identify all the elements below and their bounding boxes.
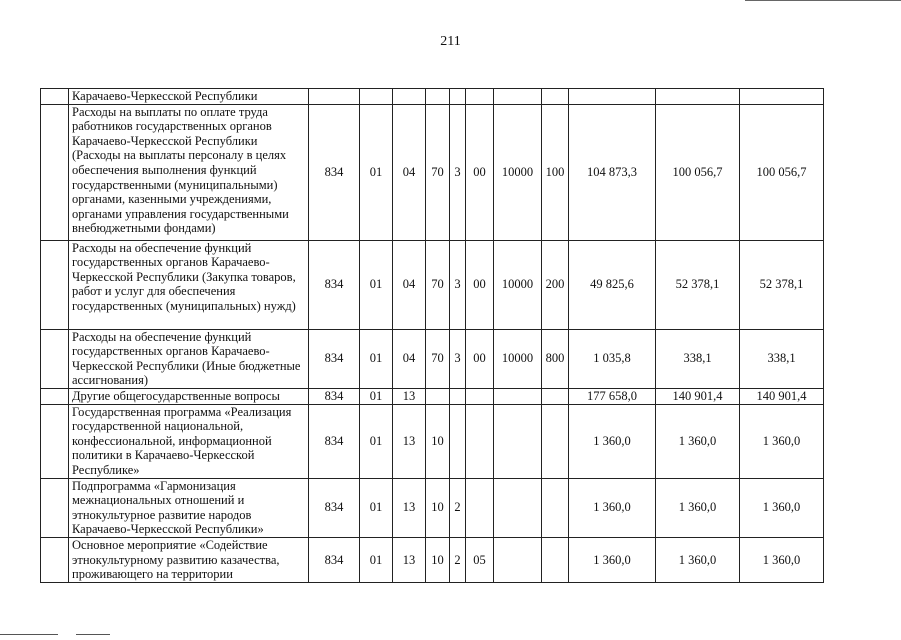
section-code-cell: 01 xyxy=(360,329,393,388)
amount-1-cell: 1 360,0 xyxy=(569,537,656,582)
amount-3-cell: 100 056,7 xyxy=(740,104,824,240)
program-code-cell: 70 xyxy=(426,240,450,329)
subsection-code-cell: 13 xyxy=(393,404,426,478)
subsection-code-cell: 13 xyxy=(393,388,426,404)
subprogram-code-cell xyxy=(450,388,466,404)
budget-table xyxy=(40,88,824,583)
event-code-cell xyxy=(466,478,494,537)
amount-2-cell: 338,1 xyxy=(656,329,740,388)
direction-code-cell: 10000 xyxy=(494,329,542,388)
row-number-cell xyxy=(41,404,69,478)
row-number-cell xyxy=(41,329,69,388)
page-number: 211 xyxy=(440,34,461,49)
row-number-cell xyxy=(41,478,69,537)
direction-code-cell xyxy=(494,89,542,105)
subprogram-code-cell: 3 xyxy=(450,240,466,329)
table-body xyxy=(41,89,824,583)
ministry-code-cell: 834 xyxy=(309,478,360,537)
section-code-cell: 01 xyxy=(360,388,393,404)
amount-3-cell: 52 378,1 xyxy=(740,240,824,329)
row-number-cell xyxy=(41,240,69,329)
footer-line-left xyxy=(0,634,58,635)
row-number-cell xyxy=(41,537,69,582)
ministry-code-cell: 834 xyxy=(309,388,360,404)
event-code-cell: 05 xyxy=(466,537,494,582)
event-code-cell: 00 xyxy=(466,240,494,329)
amount-2-cell: 1 360,0 xyxy=(656,478,740,537)
section-code-cell: 01 xyxy=(360,404,393,478)
program-code-cell: 10 xyxy=(426,537,450,582)
amount-1-cell: 177 658,0 xyxy=(569,388,656,404)
amount-1-cell: 1 360,0 xyxy=(569,404,656,478)
section-code-cell: 01 xyxy=(360,478,393,537)
amount-2-cell: 1 360,0 xyxy=(656,404,740,478)
subprogram-code-cell: 3 xyxy=(450,104,466,240)
expense-type-code-cell: 200 xyxy=(542,240,569,329)
item-name-cell: Расходы на выплаты по оплате труда работников государственных органов Карачаево-Черкесской Республики (Расходы на выплаты персоналу в целях обеспечения выполнения функций государственными (муниципальными) органами, казенными учреждениями, органами управления государственными внебюджетными фондами) xyxy=(69,104,309,240)
amount-3-cell: 140 901,4 xyxy=(740,388,824,404)
event-code-cell: 00 xyxy=(466,329,494,388)
program-code-cell: 70 xyxy=(426,329,450,388)
program-code-cell xyxy=(426,388,450,404)
amount-1-cell xyxy=(569,89,656,105)
direction-code-cell: 10000 xyxy=(494,104,542,240)
amount-2-cell: 140 901,4 xyxy=(656,388,740,404)
event-code-cell: 00 xyxy=(466,104,494,240)
program-code-cell: 10 xyxy=(426,404,450,478)
table-row xyxy=(41,537,824,582)
subprogram-code-cell xyxy=(450,89,466,105)
expense-type-code-cell xyxy=(542,537,569,582)
row-number-cell xyxy=(41,104,69,240)
expense-type-code-cell xyxy=(542,404,569,478)
item-name-cell: Карачаево-Черкесской Республики xyxy=(69,89,309,105)
subsection-code-cell: 04 xyxy=(393,240,426,329)
section-code-cell: 01 xyxy=(360,537,393,582)
amount-3-cell: 338,1 xyxy=(740,329,824,388)
expense-type-code-cell xyxy=(542,388,569,404)
amount-1-cell: 1 360,0 xyxy=(569,478,656,537)
amount-3-cell: 1 360,0 xyxy=(740,537,824,582)
ministry-code-cell: 834 xyxy=(309,329,360,388)
ministry-code-cell: 834 xyxy=(309,537,360,582)
amount-1-cell: 104 873,3 xyxy=(569,104,656,240)
direction-code-cell xyxy=(494,404,542,478)
table-row xyxy=(41,478,824,537)
program-code-cell: 10 xyxy=(426,478,450,537)
event-code-cell xyxy=(466,388,494,404)
item-name-cell: Расходы на обеспечение функций государственных органов Карачаево-Черкесской Республики (Закупка товаров, работ и услуг для обеспечения государственных (муниципальных) нужд) xyxy=(69,240,309,329)
table-row xyxy=(41,388,824,404)
expense-type-code-cell: 800 xyxy=(542,329,569,388)
amount-2-cell: 1 360,0 xyxy=(656,537,740,582)
amount-3-cell: 1 360,0 xyxy=(740,478,824,537)
row-number-cell xyxy=(41,89,69,105)
event-code-cell xyxy=(466,404,494,478)
expense-type-code-cell xyxy=(542,89,569,105)
amount-3-cell: 1 360,0 xyxy=(740,404,824,478)
direction-code-cell xyxy=(494,388,542,404)
subprogram-code-cell: 3 xyxy=(450,329,466,388)
amount-2-cell: 52 378,1 xyxy=(656,240,740,329)
amount-1-cell: 1 035,8 xyxy=(569,329,656,388)
ministry-code-cell xyxy=(309,89,360,105)
program-code-cell xyxy=(426,89,450,105)
program-code-cell: 70 xyxy=(426,104,450,240)
subsection-code-cell xyxy=(393,89,426,105)
table-row xyxy=(41,89,824,105)
row-number-cell xyxy=(41,388,69,404)
ministry-code-cell: 834 xyxy=(309,240,360,329)
table-row xyxy=(41,329,824,388)
direction-code-cell xyxy=(494,537,542,582)
subsection-code-cell: 13 xyxy=(393,478,426,537)
table-row xyxy=(41,240,824,329)
subsection-code-cell: 04 xyxy=(393,329,426,388)
item-name-cell: Расходы на обеспечение функций государственных органов Карачаево-Черкесской Республики (Иные бюджетные ассигнования) xyxy=(69,329,309,388)
event-code-cell xyxy=(466,89,494,105)
item-name-cell: Другие общегосударственные вопросы xyxy=(69,388,309,404)
section-code-cell xyxy=(360,89,393,105)
section-code-cell: 01 xyxy=(360,240,393,329)
subprogram-code-cell: 2 xyxy=(450,478,466,537)
table-row xyxy=(41,104,824,240)
expense-type-code-cell: 100 xyxy=(542,104,569,240)
expense-type-code-cell xyxy=(542,478,569,537)
item-name-cell: Подпрограмма «Гармонизация межнациональных отношений и этнокультурное развитие народов Карачаево-Черкесской Республики» xyxy=(69,478,309,537)
amount-2-cell xyxy=(656,89,740,105)
subsection-code-cell: 04 xyxy=(393,104,426,240)
amount-1-cell: 49 825,6 xyxy=(569,240,656,329)
direction-code-cell: 10000 xyxy=(494,240,542,329)
table-row xyxy=(41,404,824,478)
subprogram-code-cell: 2 xyxy=(450,537,466,582)
ministry-code-cell: 834 xyxy=(309,404,360,478)
amount-2-cell: 100 056,7 xyxy=(656,104,740,240)
section-code-cell: 01 xyxy=(360,104,393,240)
subprogram-code-cell xyxy=(450,404,466,478)
amount-3-cell xyxy=(740,89,824,105)
item-name-cell: Основное мероприятие «Содействие этнокультурному развитию казачества, проживающего на территории xyxy=(69,537,309,582)
subsection-code-cell: 13 xyxy=(393,537,426,582)
ministry-code-cell: 834 xyxy=(309,104,360,240)
top-edge-mark xyxy=(745,0,901,1)
item-name-cell: Государственная программа «Реализация государственной национальной, конфессиональной, информационной политики в Карачаево-Черкесской Республике» xyxy=(69,404,309,478)
direction-code-cell xyxy=(494,478,542,537)
footer-line-right xyxy=(76,634,110,635)
